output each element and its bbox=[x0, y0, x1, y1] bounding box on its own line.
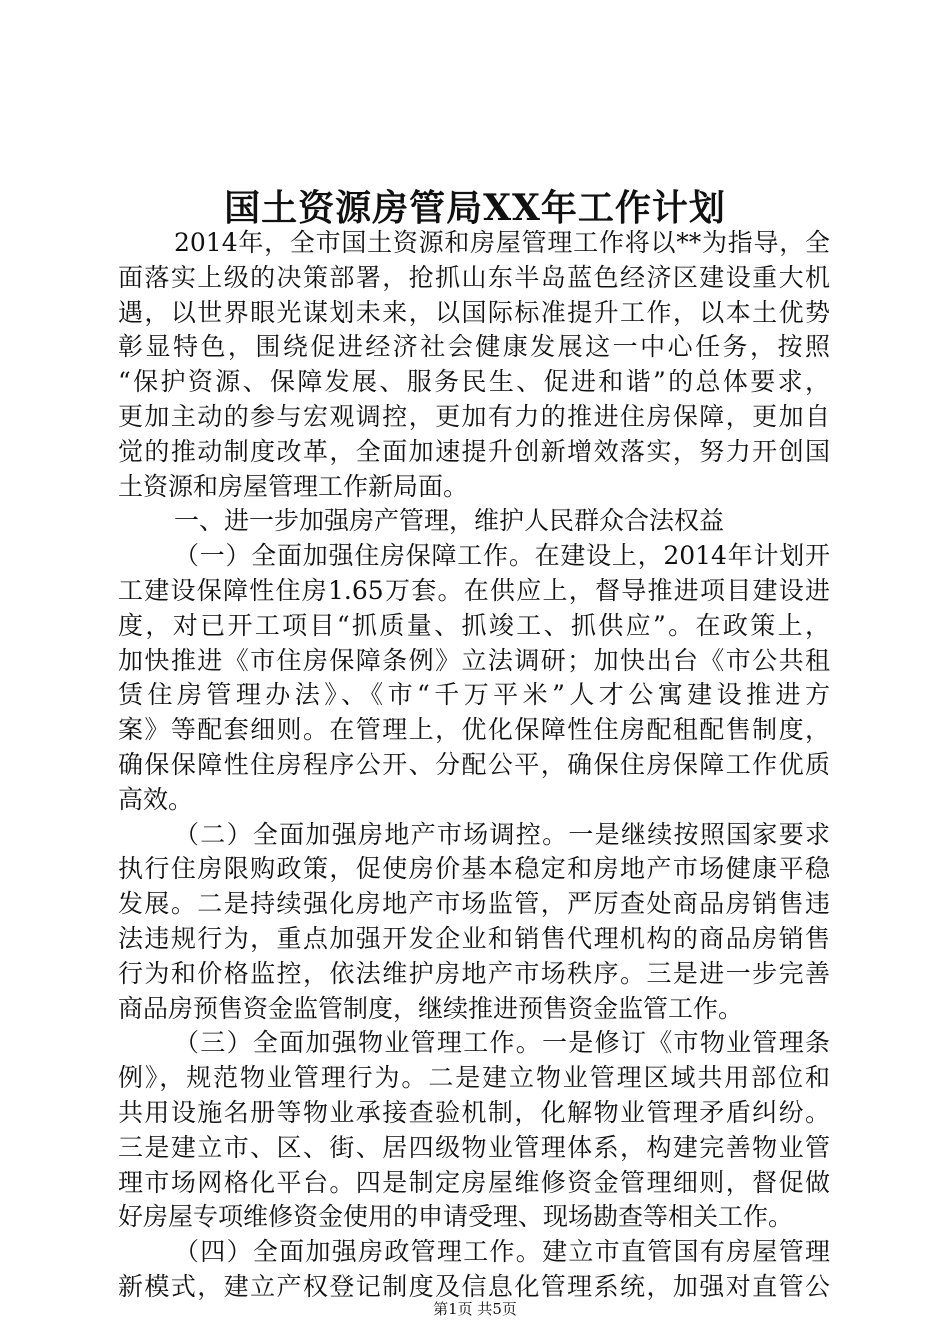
paragraph bbox=[118, 1235, 830, 1305]
text-line: 面落实上级的决策部署，抢抓山东半岛蓝色经济区建设重大机 bbox=[118, 262, 830, 292]
text-line: 共用设施名册等物业承接查验机制，化解物业管理矛盾纠纷。 bbox=[118, 1097, 830, 1127]
text-line: 2014年，全市国土资源和房屋管理工作将以**为指导，全 bbox=[174, 228, 830, 257]
text-line: 高效。 bbox=[118, 784, 194, 814]
text-line: 理市场网格化平台。四是制定房屋维修资金管理细则，督促做 bbox=[118, 1167, 830, 1197]
text-line: 工建设保障性住房1.65万套。在供应上，督导推进项目建设进 bbox=[118, 575, 830, 605]
text-line: 度，对已开工项目“抓质量、抓竣工、抓供应”。在政策上， bbox=[118, 610, 830, 640]
text-line: 赁住房管理办法》、《市“千万平米”人才公寓建设推进方 bbox=[118, 680, 830, 710]
text-line: 案》等配套细则。在管理上，优化保障性住房配租配售制度， bbox=[118, 715, 830, 745]
text-line: 例》，规范物业管理行为。二是建立物业管理区域共用部位和 bbox=[118, 1063, 830, 1093]
paragraph bbox=[118, 818, 830, 1027]
text-line: 发展。二是持续强化房地产市场监管，严厉查处商品房销售违 bbox=[118, 889, 830, 919]
document-title: 国土资源房管局XX年工作计划 bbox=[224, 187, 726, 229]
text-line: 执行住房限购政策，促使房价基本稳定和房地产市场健康平稳 bbox=[118, 854, 830, 884]
text-line: “保护资源、保障发展、服务民生、促进和谐”的总体要求， bbox=[118, 367, 830, 397]
text-line: （三）全面加强物业管理工作。一是修订《市物业管理条 bbox=[174, 1028, 830, 1058]
text-line: 觉的推动制度改革，全面加速提升创新增效落实，努力开创国 bbox=[118, 436, 830, 466]
text-line: 行为和价格监控，依法维护房地产市场秩序。三是进一步完善 bbox=[118, 958, 830, 988]
text-line: （二）全面加强房地产市场调控。一是继续按照国家要求 bbox=[174, 819, 830, 849]
text-line: 土资源和房屋管理工作新局面。 bbox=[118, 471, 469, 501]
text-line: （一）全面加强住房保障工作。在建设上，2014年计划开 bbox=[174, 541, 830, 571]
text-line: 商品房预售资金监管制度，继续推进预售资金监管工作。 bbox=[118, 993, 744, 1023]
text-line: 法违规行为，重点加强开发企业和销售代理机构的商品房销售 bbox=[118, 923, 830, 953]
document-body bbox=[118, 226, 830, 1305]
text-line: 好房屋专项维修资金使用的申请受理、现场勘查等相关工作。 bbox=[118, 1202, 794, 1232]
paragraph bbox=[118, 504, 830, 539]
text-line: 遇，以世界眼光谋划未来，以国际标准提升工作，以本土优势 bbox=[118, 297, 830, 327]
text-line: （四）全面加强房政管理工作。建立市直管国有房屋管理 bbox=[174, 1237, 830, 1267]
paragraph bbox=[118, 1026, 830, 1235]
text-line: 一、进一步加强房产管理，维护人民群众合法权益 bbox=[174, 506, 725, 536]
paragraph bbox=[118, 539, 830, 817]
page-footer: 第1页 共5页 bbox=[433, 1300, 517, 1318]
text-line: 三是建立市、区、街、居四级物业管理体系，构建完善物业管 bbox=[118, 1132, 830, 1162]
text-line: 新模式，建立产权登记制度及信息化管理系统，加强对直管公 bbox=[118, 1271, 830, 1301]
text-line: 彰显特色，围绕促进经济社会健康发展这一中心任务，按照 bbox=[118, 332, 830, 362]
paragraph bbox=[118, 226, 830, 504]
text-line: 加快推进《市住房保障条例》立法调研；加快出台《市公共租 bbox=[118, 645, 830, 675]
text-line: 更加主动的参与宏观调控，更加有力的推进住房保障，更加自 bbox=[118, 401, 830, 431]
text-line: 确保保障性住房程序公开、分配公平，确保住房保障工作优质 bbox=[118, 749, 830, 779]
